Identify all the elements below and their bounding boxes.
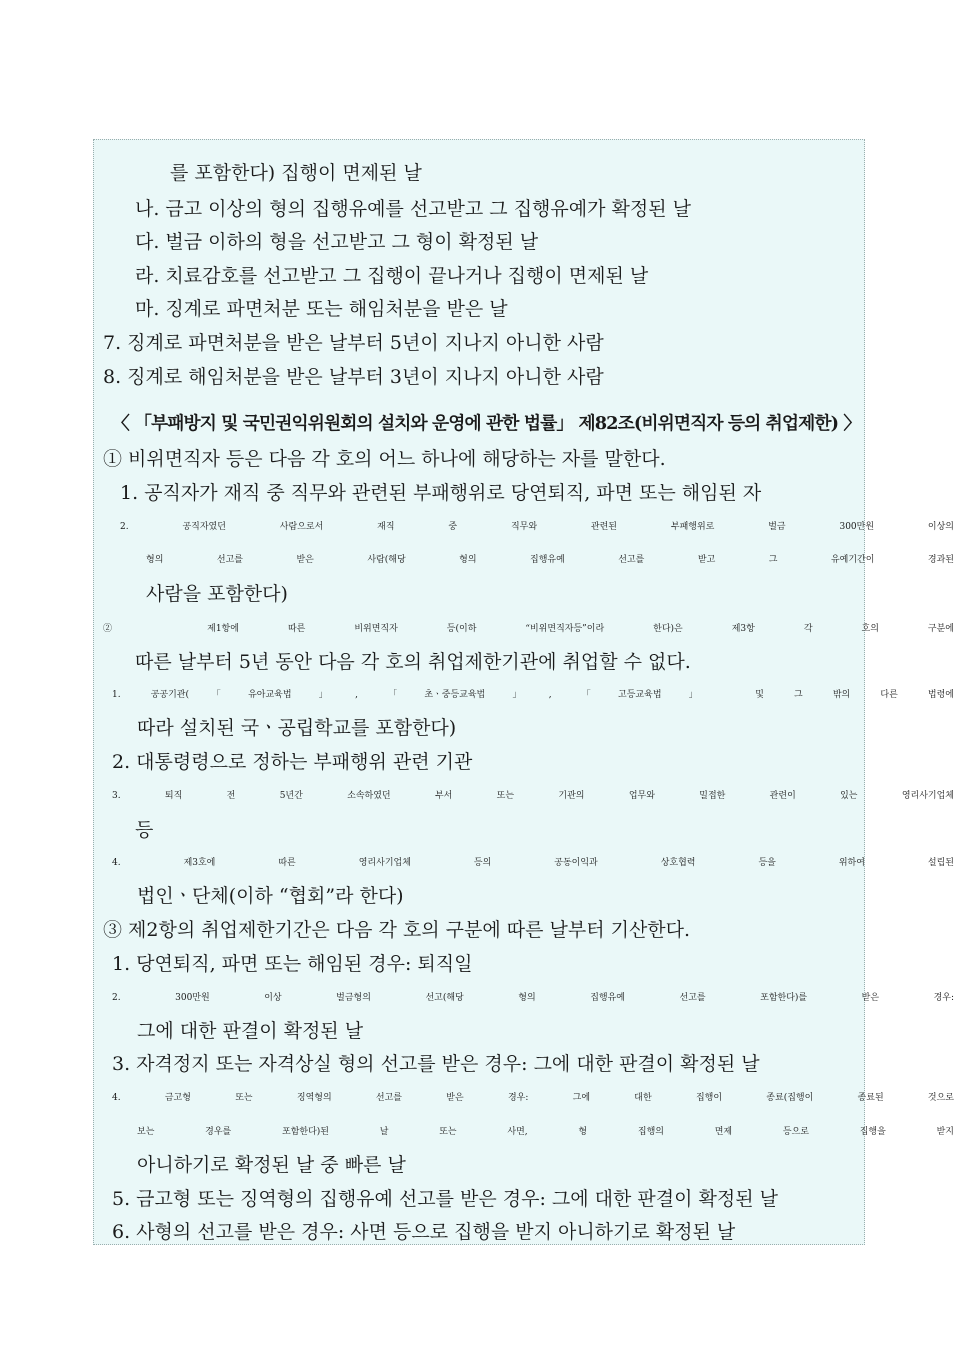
text-line: 1. 공직자가 재직 중 직무와 관련된 부패행위로 당연퇴직, 파면 또는 해임된 자 — [120, 482, 762, 504]
text-line: 따른 날부터 5년 동안 다음 각 호의 취업제한기관에 취업할 수 없다. — [135, 651, 691, 673]
text-line: 를 포함한다) 집행이 면제된 날 — [170, 162, 422, 184]
text-line: 4. 제3호에 따른 영리사기업체 등의 공동이익과 상호협력 등을 위하여 설립된 — [112, 858, 954, 868]
text-line: 형의 선고를 받은 사람(해당 형의 집행유예 선고를 받고 그 유예기간이 경과된 — [146, 555, 954, 565]
text-line: 다. 벌금 이하의 형을 선고받고 그 형이 확정된 날 — [135, 231, 539, 253]
text-line: 따라 설치된 국ㆍ공립학교를 포함한다) — [137, 717, 457, 739]
text-line: 7. 징계로 파면처분을 받은 날부터 5년이 지나지 아니한 사람 — [103, 332, 604, 354]
text-line: 라. 치료감호를 선고받고 그 집행이 끝나거나 집행이 면제된 날 — [135, 265, 649, 287]
text-line: 5. 금고형 또는 징역형의 집행유예 선고를 받은 경우: 그에 대한 판결이 확정된 날 — [112, 1188, 778, 1210]
text-line: 그에 대한 판결이 확정된 날 — [137, 1020, 364, 1042]
text-line: 보는 경우를 포함한다)된 날 또는 사면, 형 집행의 면제 등으로 집행을 받지 — [137, 1127, 954, 1137]
text-line: 2. 300만원 이상 벌금형의 선고(해당 형의 집행유예 선고를 포함한다)를 받은 경우: — [112, 993, 954, 1003]
section-heading: 〈 「부패방지 및 국민권익위원회의 설치와 운영에 관한 법률」 제82조(비위면직자 등의 취업제한) 〉 — [112, 413, 861, 434]
text-line: 2. 공직자였던 사람으로서 재직 중 직무와 관련된 부패행위로 벌금 300만원 이상의 — [120, 522, 954, 532]
text-line: ① 비위면직자 등은 다음 각 호의 어느 하나에 해당하는 자를 말한다. — [103, 448, 666, 470]
text-line: 3. 자격정지 또는 자격상실 형의 선고를 받은 경우: 그에 대한 판결이 확정된 날 — [112, 1053, 760, 1075]
text-line: 1. 당연퇴직, 파면 또는 해임된 경우: 퇴직일 — [112, 953, 473, 975]
text-line: 마. 징계로 파면처분 또는 해임처분을 받은 날 — [135, 298, 508, 320]
text-line: ③ 제2항의 취업제한기간은 다음 각 호의 구분에 따른 날부터 기산한다. — [103, 919, 691, 941]
text-line: ② 제1항에 따른 비위면직자 등(이하 “비위면직자등”이라 한다)은 제3항 각 호의 구분에 — [103, 624, 954, 634]
text-line: 등 — [135, 819, 154, 841]
text-line: 3. 퇴직 전 5년간 소속하였던 부서 또는 기관의 업무와 밀접한 관련이 있는 영리사기업체 — [112, 791, 954, 801]
text-line: 나. 금고 이상의 형의 집행유예를 선고받고 그 집행유예가 확정된 날 — [135, 198, 691, 220]
text-line: 2. 대통령령으로 정하는 부패행위 관련 기관 — [112, 751, 473, 773]
text-line: 4. 금고형 또는 징역형의 선고를 받은 경우: 그에 대한 집행이 종료(집행이 종료된 것으로 — [112, 1093, 954, 1103]
text-line: 사람을 포함한다) — [146, 583, 288, 605]
text-line: 법인ㆍ단체(이하 “협회”라 한다) — [137, 885, 404, 907]
text-line: 1. 공공기관(「유아교육법」, 「초ㆍ중등교육법」, 「고등교육법」 및 그 밖의 다른 법령에 — [112, 690, 954, 700]
text-line: 8. 징계로 해임처분을 받은 날부터 3년이 지나지 아니한 사람 — [103, 366, 604, 388]
text-line: 6. 사형의 선고를 받은 경우: 사면 등으로 집행을 받지 아니하기로 확정된 날 — [112, 1221, 736, 1243]
text-line: 아니하기로 확정된 날 중 빠른 날 — [137, 1154, 406, 1176]
